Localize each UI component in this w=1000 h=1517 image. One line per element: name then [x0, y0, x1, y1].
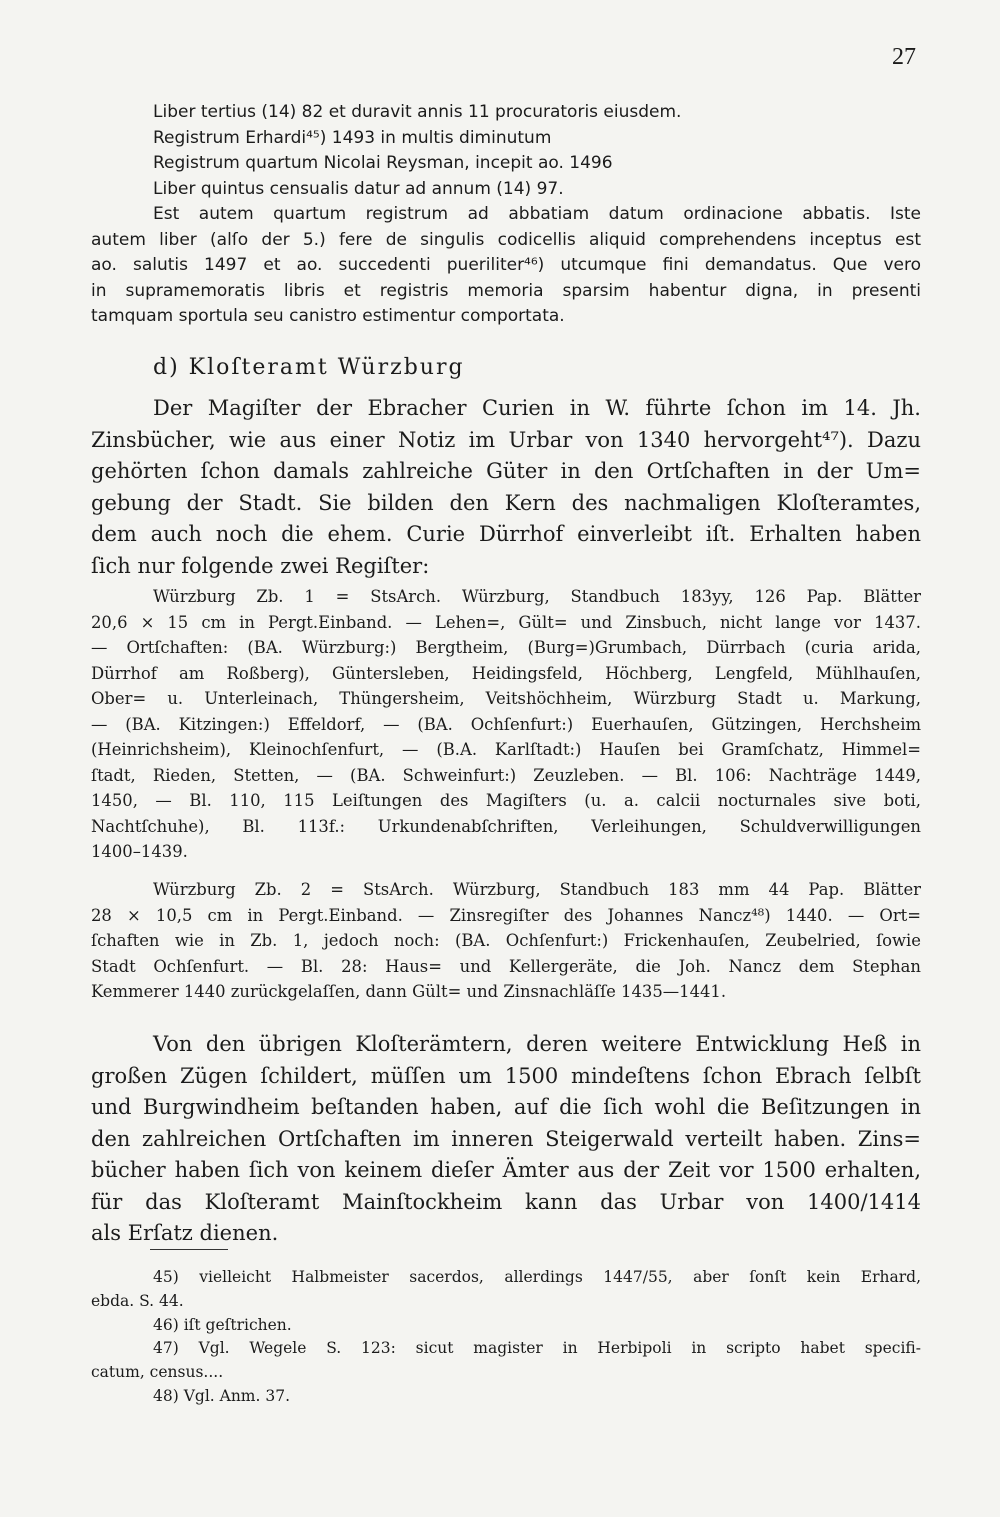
footnote-46: 46) iſt geſtrichen.	[153, 1315, 292, 1334]
footnotes	[91, 1266, 921, 1409]
latin-line-7: ao. salutis 1497 et ao. succedenti pueriliter⁴⁶) utcumque fini demandatus. Que vero	[91, 255, 921, 275]
paragraph1-line-3: gehörten ſchon damals zahlreiche Güter in den Ortſchaften in der Um=	[91, 459, 921, 483]
register-entry-1	[91, 584, 921, 865]
latin-line-4: Liber quintus censualis datur ad annum (14) 97.	[153, 178, 564, 199]
latin-line-9: tamquam sportula seu canistro estimentur comportata.	[91, 306, 565, 326]
register2-line-4: Stadt Ochſenfurt. — Bl. 28: Haus= und Kellergeräte, die Joh. Nancz dem Stephan	[91, 956, 921, 976]
footnote-45-line-2: ebda. S. 44.	[91, 1291, 184, 1310]
register1-line-9: 1450, — Bl. 110, 115 Leiſtungen des Magiſters (u. a. calcii nocturnales sive boti,	[91, 791, 921, 810]
register2-line-1: Würzburg Zb. 2 = StsArch. Würzburg, Standbuch 183 mm 44 Pap. Blätter	[153, 880, 921, 899]
paragraph2-line-4: den zahlreichen Ortſchaften im inneren Steigerwald verteilt haben. Zins=	[91, 1126, 921, 1151]
latin-line-1: Liber tertius (14) 82 et duravit annis 11 procuratoris eiusdem.	[153, 102, 682, 122]
page-number: 27	[892, 44, 916, 70]
register1-line-4: Dürrhof am Roßberg), Güntersleben, Heidingsfeld, Höchberg, Lengfeld, Mühlhauſen,	[91, 663, 921, 683]
register1-line-5: Ober= u. Unterleinach, Thüngersheim, Veitshöchheim, Würzburg Stadt u. Markung,	[91, 689, 921, 708]
footnote-48: 48) Vgl. Anm. 37.	[153, 1386, 291, 1405]
latin-line-3: Registrum quartum Nicolai Reysman, incepit ao. 1496	[153, 153, 613, 173]
footnote-divider	[150, 1249, 228, 1250]
register1-line-11: 1400–1439.	[91, 842, 188, 861]
latin-line-2: Registrum Erhardi⁴⁵) 1493 in multis diminutum	[153, 127, 552, 148]
paragraph2-line-2: großen Zügen ſchildert, müſſen um 1500 mindeſtens ſchon Ebrach ſelbſt	[91, 1063, 921, 1088]
register1-line-7: (Heinrichsheim), Kleinochſenfurt, — (B.A. Karlſtadt:) Hauſen bei Gramſchatz, Himmel=	[91, 740, 921, 759]
paragraph1-line-2: Zinsbücher, wie aus einer Notiz im Urbar von 1340 hervorgeht⁴⁷). Dazu	[91, 427, 921, 452]
paragraph1-line-4: gebung der Stadt. Sie bilden den Kern des nachmaligen Kloſteramtes,	[91, 490, 921, 515]
latin-quotation-block	[91, 100, 921, 330]
paragraph-magister	[91, 393, 921, 582]
footnote-47-line-2: catum, census....	[91, 1363, 224, 1382]
register1-line-8: ſtadt, Rieden, Stetten, — (BA. Schweinfurt:) Zeuzleben. — Bl. 106: Nachträge 1449,	[91, 765, 921, 785]
paragraph1-line-1: Der Magiſter der Ebracher Curien in W. führte ſchon im 14. Jh.	[153, 396, 921, 420]
paragraph2-line-6: für das Kloſteramt Mainſtockheim kann das Urbar von 1400/1414	[91, 1189, 921, 1214]
register1-line-3: — Ortſchaften: (BA. Würzburg:) Bergtheim, (Burg=)Grumbach, Dürrbach (curia arida,	[91, 638, 921, 657]
latin-line-8: in supramemoratis libris et registris memoria sparsim habentur digna, in presenti	[91, 280, 921, 301]
paragraph2-line-3: und Burgwindheim beſtanden haben, auf die ſich wohl die Beſitzungen in	[91, 1095, 921, 1119]
section-heading: d) Kloſteramt Würzburg	[153, 355, 465, 380]
latin-line-5: Est autem quartum registrum ad abbatiam datum ordinacione abbatis. Iste	[153, 204, 921, 224]
paragraph2-line-7: als Erſatz dienen.	[91, 1221, 279, 1245]
latin-line-6: autem liber (alſo der 5.) fere de singulis codicellis aliquid comprehendens inceptus est	[91, 229, 921, 250]
register1-line-2: 20,6 × 15 cm in Pergt.Einband. — Lehen=, Gült= und Zinsbuch, nicht lange vor 1437.	[91, 612, 921, 632]
register-entry-2	[91, 877, 921, 1005]
register1-line-10: Nachtſchuhe), Bl. 113f.: Urkundenabſchriften, Verleihungen, Schuldverwilligungen	[91, 816, 921, 836]
register2-line-3: ſchaften wie in Zb. 1, jedoch noch: (BA. Ochſenfurt:) Frickenhauſen, Zeubelried, ſowie	[91, 931, 921, 950]
paragraph1-line-6: ſich nur folgende zwei Regiſter:	[91, 553, 430, 578]
footnote-47-line-1: 47) Vgl. Wegele S. 123: sicut magister in Herbipoli in scripto habet specifi-	[153, 1339, 921, 1358]
paragraph2-line-5: bücher haben ſich von keinem dieſer Ämter aus der Zeit vor 1500 erhalten,	[91, 1158, 921, 1182]
register2-line-5: Kemmerer 1440 zurückgelaſſen, dann Gült= und Zinsnachläſſe 1435—1441.	[91, 982, 727, 1001]
footnote-45-line-1: 45) vielleicht Halbmeister sacerdos, allerdings 1447/55, aber ſonſt kein Erhard,	[153, 1268, 921, 1286]
register2-line-2: 28 × 10,5 cm in Pergt.Einband. — Zinsregiſter des Johannes Nancz⁴⁸) 1440. — Ort=	[91, 905, 921, 925]
register1-line-6: — (BA. Kitzingen:) Effeldorf, — (BA. Ochſenfurt:) Euerhauſen, Gützingen, Herchsheim	[91, 714, 921, 734]
register1-line-1: Würzburg Zb. 1 = StsArch. Würzburg, Standbuch 183yy, 126 Pap. Blätter	[153, 587, 921, 606]
paragraph2-line-1: Von den übrigen Kloſterämtern, deren weitere Entwicklung Heß in	[153, 1032, 921, 1056]
paragraph1-line-5: dem auch noch die ehem. Curie Dürrhof einverleibt iſt. Erhalten haben	[91, 522, 921, 546]
paragraph-klosteraemter	[91, 1029, 921, 1250]
